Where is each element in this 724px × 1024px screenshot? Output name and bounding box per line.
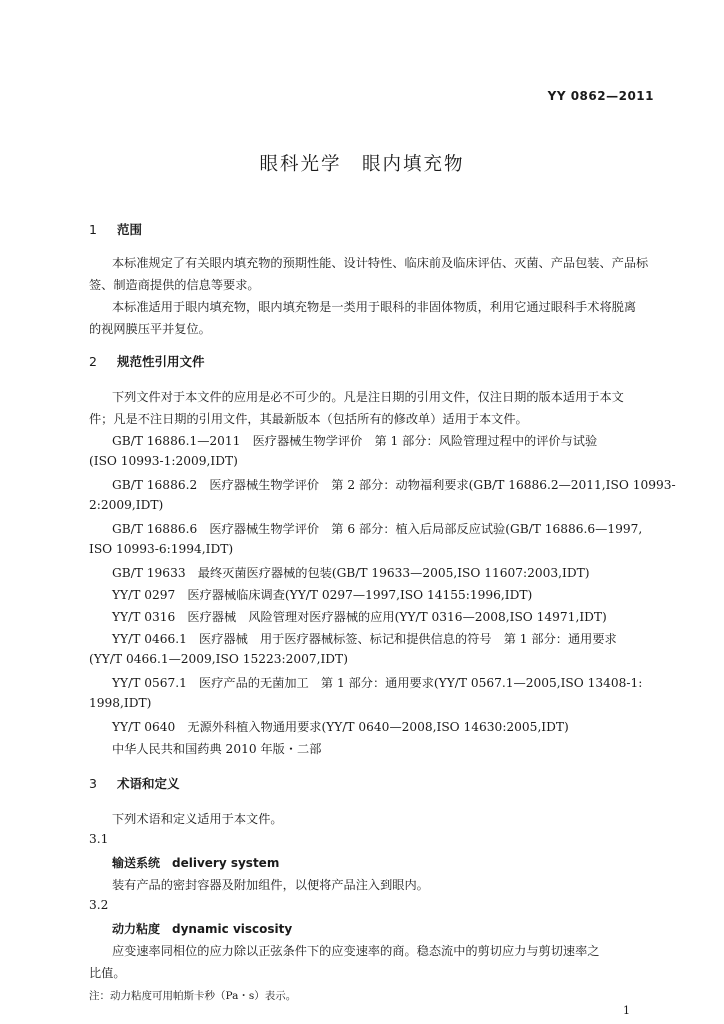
document-title: 眼科光学 眼内填充物	[259, 154, 465, 175]
reference-line: (YY/T 0466.1—2009,ISO 15223:2007,IDT)	[89, 652, 348, 666]
term-number: 3.1	[89, 832, 109, 846]
paragraph-line: 签、制造商提供的信息等要求。	[89, 278, 260, 292]
reference-line: (ISO 10993-1:2009,IDT)	[89, 454, 238, 468]
paragraph-line: 下列文件对于本文件的应用是必不可少的。凡是注日期的引用文件，仅注日期的版本适用于本文	[112, 390, 624, 404]
reference-line: YY/T 0640 无源外科植入物通用要求(YY/T 0640—2008,ISO 14630:2005,IDT)	[112, 720, 569, 734]
term-heading: 输送系统 delivery system	[112, 856, 280, 870]
paragraph-line: 本标准规定了有关眼内填充物的预期性能、设计特性、临床前及临床评估、灭菌、产品包装、产品标	[112, 256, 649, 270]
reference-line: 2:2009,IDT)	[89, 498, 164, 512]
term-note: 注：动力粘度可用帕斯卡秒（Pa・s）表示。	[89, 990, 297, 1002]
paragraph-line: 的视网膜压平并复位。	[89, 322, 211, 336]
reference-line: 中华人民共和国药典 2010 年版・二部	[112, 742, 322, 756]
term-definition: 比值。	[89, 966, 126, 980]
reference-line: GB/T 19633 最终灭菌医疗器械的包装(GB/T 19633—2005,ISO 11607:2003,IDT)	[112, 566, 590, 580]
reference-line: YY/T 0316 医疗器械 风险管理对医疗器械的应用(YY/T 0316—2008,ISO 14971,IDT)	[112, 610, 607, 624]
paragraph-line: 件；凡是不注日期的引用文件，其最新版本（包括所有的修改单）适用于本文件。	[89, 412, 528, 426]
section-1-heading	[89, 220, 142, 238]
section-number: 3	[89, 776, 97, 791]
term-number: 3.2	[89, 898, 109, 912]
standard-number: YY 0862—2011	[547, 89, 654, 103]
section-number: 1	[89, 222, 97, 237]
reference-line: 1998,IDT)	[89, 696, 152, 710]
section-title: 范围	[117, 222, 143, 237]
section-3-heading	[89, 774, 180, 792]
section-2-heading	[89, 352, 205, 370]
paragraph-line: 本标准适用于眼内填充物，眼内填充物是一类用于眼科的非固体物质，利用它通过眼科手术将脱离	[112, 300, 637, 314]
section-title: 术语和定义	[117, 776, 180, 791]
reference-line: YY/T 0297 医疗器械临床调查(YY/T 0297—1997,ISO 14155:1996,IDT)	[112, 588, 533, 602]
term-definition: 装有产品的密封容器及附加组件，以便将产品注入到眼内。	[112, 878, 429, 892]
section-number: 2	[89, 354, 97, 369]
reference-line: GB/T 16886.2 医疗器械生物学评价 第 2 部分：动物福利要求(GB/T 16886.2—2011,ISO 10993-	[112, 478, 676, 492]
reference-line: GB/T 16886.1—2011 医疗器械生物学评价 第 1 部分：风险管理过程中的评价与试验	[112, 434, 598, 448]
page-number: 1	[623, 1004, 630, 1017]
reference-line: YY/T 0567.1 医疗产品的无菌加工 第 1 部分：通用要求(YY/T 0567.1—2005,ISO 13408-1:	[112, 676, 643, 690]
reference-line: YY/T 0466.1 医疗器械 用于医疗器械标签、标记和提供信息的符号 第 1 部分：通用要求	[112, 632, 617, 646]
reference-line: ISO 10993-6:1994,IDT)	[89, 542, 234, 556]
reference-line: GB/T 16886.6 医疗器械生物学评价 第 6 部分：植入后局部反应试验(GB/T 16886.6—1997,	[112, 522, 643, 536]
paragraph-line: 下列术语和定义适用于本文件。	[112, 812, 283, 826]
term-heading: 动力粘度 dynamic viscosity	[112, 922, 293, 936]
section-title: 规范性引用文件	[117, 354, 205, 369]
term-definition: 应变速率同相位的应力除以正弦条件下的应变速率的商。稳态流中的剪切应力与剪切速率之	[112, 944, 600, 958]
